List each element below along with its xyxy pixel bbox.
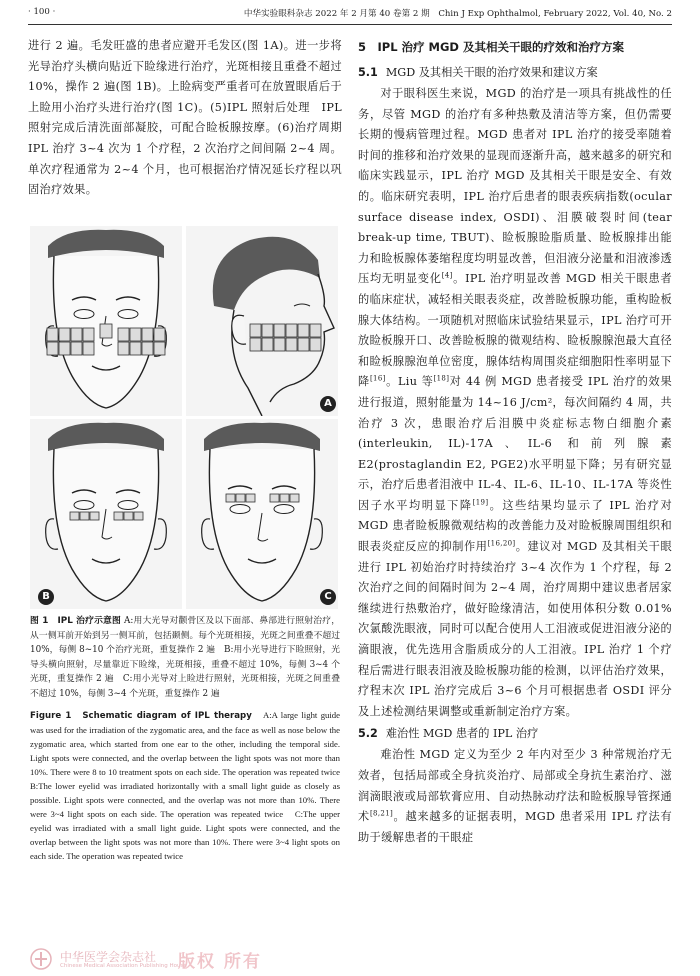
citation: [18]	[433, 374, 450, 383]
publisher-name-en: Chinese Medical Association Publishing House	[60, 963, 187, 969]
subsection-5-1-title: MGD 及其相关干眼的治疗效果和建议方案	[385, 66, 598, 79]
caption-en-text: A:A large light guide was used for the irradiation of the zygomatic area, and the face as well as nose below the zygomatic area, which started from one ear to the other, including the temporal side. Light spots were connected, and the overlap between the light spots was not more than 10%. There were 8 to 10 treatment spots on each side. The operation was repeated twice B:The lower eyelid was irradiated horizontally with a small light guide as closely as possible. Light spots were connected, and the overlap was not more than 10%. There were 3~4 light spots on each side. The operation was repeated twice C:The upper eyelid was irradiated with a small light guide. Light spots were connected, and the overlap between the light spots was not more than 10%. There were 3~4 light spots on each side. The operation was repeated twice	[30, 709, 349, 861]
panel-label-b: B	[38, 589, 54, 605]
publisher-name-cn: 中华医学会杂志社	[60, 950, 157, 964]
text-b2: 。越来越多的证据表明，MGD 患者采用 IPL 疗法有助于缓解患者的干眼症	[358, 810, 672, 844]
caption-cn-label: 图 1 IPL 治疗示意图	[30, 616, 122, 626]
paragraph-5-1	[358, 84, 672, 722]
right-column	[358, 36, 672, 848]
caption-en-label: Figure 1 Schematic diagram of IPL therapy	[30, 710, 252, 721]
subsection-5-1-number: 5.1	[358, 66, 378, 79]
paragraph-5-2	[358, 745, 672, 848]
panel-label-c: C	[320, 589, 336, 605]
panel-side-profile-a	[186, 226, 338, 416]
caption-english	[30, 708, 349, 863]
text-a3: 。Liu 等	[385, 375, 434, 389]
panel-front-face-a	[30, 226, 182, 416]
figure-ipl-schematic	[30, 226, 338, 609]
copyright-mark: 版权 所有	[178, 952, 262, 972]
side-profile-drawing	[186, 226, 338, 416]
subsection-5-2-heading	[358, 723, 672, 744]
text-a1: 对于眼科医生来说，MGD 的治疗是一项具有挑战性的任务，尽管 MGD 的治疗有多种热敷及清洁等方案，但仍需要长期的慢病管理过程。MGD 患者对 IPL 治疗的接受率随着时间的推移和治疗效果的显现而逐渐升高，越来越多的研究和临床实践显示，IPL 治疗 MGD 及其相关干眼是安全、有效的。临床研究表明，IPL 治疗后患者的眼表疾病指数(ocular surface disease index, OSDI)、泪膜破裂时间(tear break-up time, TBUT)、睑板腺睑脂质量、睑板腺排出能力和睑板腺体萎缩程度均明显改善，但泪液分泌量和泪液渗透压均无明显变化	[358, 87, 672, 286]
citation: [16,20]	[487, 539, 516, 548]
figure-caption	[30, 614, 349, 863]
lower-eyelid-drawing	[30, 419, 182, 609]
upper-eyelid-drawing	[186, 419, 338, 609]
caption-chinese	[30, 614, 340, 702]
page-number: · 100 ·	[28, 7, 56, 17]
citation: [16]	[369, 374, 386, 383]
citation: [19]	[472, 498, 489, 507]
subsection-5-2-title: 难治性 MGD 患者的 IPL 治疗	[385, 727, 539, 741]
subsection-5-1-heading	[358, 62, 672, 83]
caption-cn-text: A:用大光导对颧骨区及以下面部、鼻部进行照射治疗，从一侧耳前开始到另一侧耳前，包括颞侧。每个光斑相接，光斑之间重叠不超过 10%，每侧 8~10 个治疗光斑，重复操作 2 遍 B:用小光导进行下睑照射，光导头横向照射，尽量靠近下睑缘，光斑相接，重叠不超过 10%，每侧 3~4 个光斑，重复操作 2 遍 C:用小光导对上睑进行照射，光斑相接，光斑之间重叠不超过 10%，每侧 3~4 个光斑，重复操作 2 遍	[30, 616, 340, 699]
running-header	[28, 0, 672, 25]
section-heading: 5 IPL 治疗 MGD 及其相关干眼的疗效和治疗方案	[358, 40, 624, 54]
panel-upper-eyelid-c	[186, 419, 338, 609]
left-column	[28, 36, 354, 201]
left-paragraph: 进行 2 遍。毛发旺盛的患者应避开毛发区(图 1A)。进一步将光导治疗头横向贴近下睑缘进行治疗，光斑相接且重叠不超过 10%，操作 2 遍(图 1B)。上睑病变严重者可在放置眼盾后于上睑用小治疗头进行治疗(图 1C)。(5)IPL 照射后处理 IPL 照射完成后清洗面部凝胶，可配合睑板腺按摩。(6)治疗周期 IPL 治疗 3~4 次为 1 个疗程，2 次治疗之间间隔 2~4 周。单次疗程通常为 2~4 个月，也可根据治疗情况延长疗程以巩固治疗效果。	[28, 39, 354, 197]
publisher-emblem-icon	[30, 948, 52, 970]
text-a2: 。IPL 治疗明显改善 MGD 相关干眼患者的临床症状，减轻相关眼表炎症，改善睑板腺功能，重构睑板腺大体结构。一项随机对照临床试验结果显示，IPL 治疗可开放睑板腺开口、改善睑板腺的微观结构、睑板腺腺泡最大直径和睑板腺腺泡单位密度，腺体结构周围炎症细胞阳性率明显下降	[358, 272, 673, 389]
front-face-drawing	[30, 226, 182, 416]
panel-label-a: A	[320, 396, 336, 412]
text-a4: 对 44 例 MGD 患者接受 IPL 治疗的效果进行报道，照射能量为 14~16 J/cm²，每次间隔约 4 周，共治疗 3 次，患眼治疗后泪膜中炎症标志物白细胞介素(interleukin, IL)-17A、IL-6 和前列腺素 E2(prostaglandin E2, PGE2)水平明显下降；另有研究显示，治疗后患者泪液中 IL-4、IL-6、IL-10、IL-17A 等炎性因子水平均明显下降	[358, 375, 673, 512]
panel-lower-eyelid-b	[30, 419, 182, 609]
subsection-5-2-number: 5.2	[358, 727, 378, 741]
citation: [4]	[441, 271, 453, 280]
journal-citation: 中华实验眼科杂志 2022 年 2 月第 40 卷第 2 期 Chin J Exp Ophthalmol, February 2022, Vol. 40, No. 2	[243, 9, 672, 19]
text-a6: 。建议对 MGD 及其相关干眼进行 IPL 初始治疗时持续治疗 3~4 次作为 1 个疗程，每 2 次治疗之间的间隔时间为 2~4 周，治疗周期中建议患者居家继续进行热敷治疗，做好睑缘清洁，如使用体积分数 0.01% 次氯酸洗眼液，同时可以配合使用人工泪液或促进泪液分泌的滴眼液，优先选用含脂质成分的人工泪液。IPL 治疗 1 个疗程后需进行眼表泪液及睑板腺功能的检测，以评估治疗效果，疗程末次 IPL 治疗完成后 3~6 个月可根据患者 OSDI 评分及上述检测结果调整或重新制定治疗方案。	[358, 540, 672, 718]
text-a5: 。这些结果均显示了 IPL 治疗对 MGD 患者睑板腺微观结构的改善能力及对睑板腺周围组织和眼表炎症反应的抑制作用	[358, 498, 672, 554]
citation: [8,21]	[369, 809, 394, 818]
text-b1: 难治性 MGD 定义为至少 2 年内对至少 3 种常规治疗无效者，包括局部或全身抗炎治疗、局部或全身抗生素治疗、滋润滴眼液或局部软膏应用、自动热脉动疗法和睑板腺导管探通术	[358, 748, 672, 824]
